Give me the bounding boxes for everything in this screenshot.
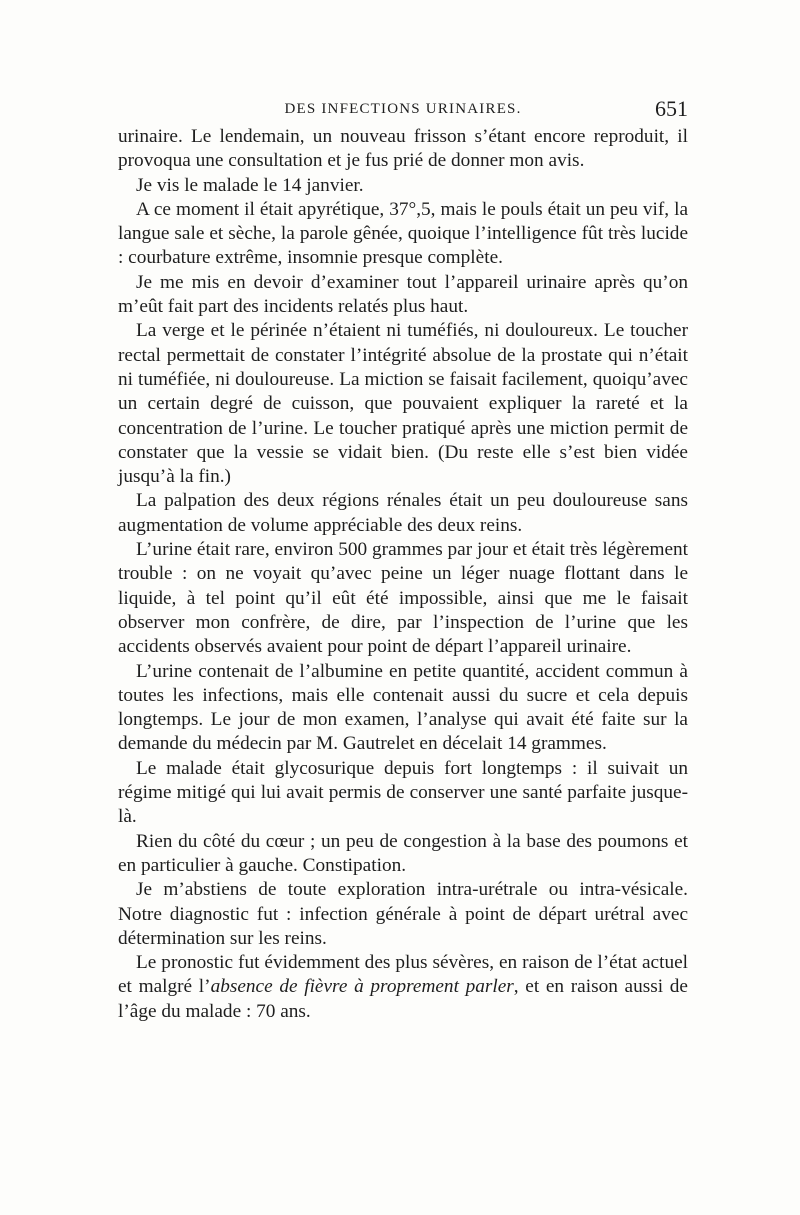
paragraph: L’urine était rare, environ 500 grammes par jour et était très légèrement trouble : on ne voyait qu’avec peine un léger nuage flottant dans le liquide, à tel point qu’il eût été impossible, ainsi que me le faisait observer mon confrère, de dire, par l’inspection de l’urine que les accidents observés avaient pour point de départ l’appareil urinaire. <box>118 539 688 658</box>
italic-phrase: absence de fièvre à proprement parler <box>210 976 514 998</box>
body-text <box>118 125 688 1024</box>
running-title: DES INFECTIONS URINAIRES. <box>284 101 522 117</box>
paragraph: La verge et le périnée n’étaient ni tuméfiés, ni douloureux. Le toucher rectal permettait de constater l’intégrité absolue de la prostate qui n’était ni tuméfiée, ni douloureuse. La miction se faisait facilement, quoiqu’avec un certain degré de cuisson, que pouvaient expliquer la rareté et la concentration de l’urine. Le toucher pratiqué après une miction permit de constater que la vessie se vidait bien. (Du reste elle s’est bien vidée jusqu’à la fin.) <box>118 320 688 488</box>
paragraph-with-italic <box>118 951 688 1024</box>
paragraph: A ce moment il était apyrétique, 37°,5, mais le pouls était un peu vif, la langue sale et sèche, la parole gênée, quoique l’intelligence fût très lucide : courbature extrême, insomnie presque complète. <box>118 198 688 269</box>
paragraph-text-before: Le pronostic fut évidemment des plus sévères, en raison de l’état actuel et malgré l’ <box>118 952 688 998</box>
paragraph: L’urine contenait de l’albumine en petite quantité, accident commun à toutes les infections, mais elle contenait aussi du sucre et cela depuis longtemps. Le jour de mon examen, l’analyse qui avait été faite sur la demande du médecin par M. Gautrelet en décelait 14 grammes. <box>118 660 688 755</box>
paragraph: Je me mis en devoir d’examiner tout l’appareil urinaire après qu’on m’eût fait part des incidents relatés plus haut. <box>118 271 688 318</box>
paragraph: Rien du côté du cœur ; un peu de congestion à la base des poumons et en particulier à gauche. Constipation. <box>118 830 688 876</box>
paragraph: Le malade était glycosurique depuis fort longtemps : il suivait un régime mitigé qui lui avait permis de conserver une santé parfaite jusque-là. <box>118 757 688 828</box>
page-header <box>118 96 688 126</box>
paragraph: Je vis le malade le 14 janvier. <box>136 174 364 196</box>
page-number: 651 <box>655 96 688 121</box>
paragraph: Je m’abstiens de toute exploration intra-urétrale ou intra-vésicale. Notre diagnostic fut : infection générale à point de départ urétral avec détermination sur les reins. <box>118 879 688 949</box>
paragraph: urinaire. Le lendemain, un nouveau frisson s’étant encore reproduit, il provoqua une consultation et je fus prié de donner mon avis. <box>118 126 688 172</box>
paragraph: La palpation des deux régions rénales était un peu douloureuse sans augmentation de volume appréciable des deux reins. <box>118 490 688 536</box>
paragraph-text-after: , et en raison aussi de l’âge du malade : 70 ans. <box>118 976 688 1022</box>
